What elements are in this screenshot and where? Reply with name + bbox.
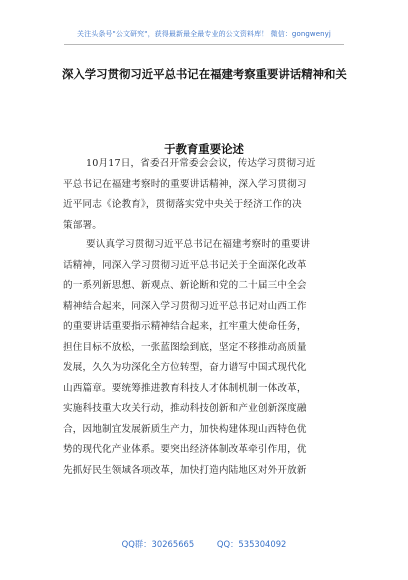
paragraph-2-line: 实施科技重大攻关行动，推动科技创新和产业创新深度融 — [63, 403, 307, 414]
footer-qq-group: QQ群：30265665 — [121, 539, 195, 549]
paragraph-2-line: 话精神，同深入学习贯彻习近平总书记关于全面深化改革 — [63, 259, 307, 271]
footer-contact — [0, 538, 408, 550]
paragraph-1 — [63, 154, 351, 236]
paragraph-1-line: 策部署。 — [63, 219, 102, 231]
paragraph-2-line: 势的现代化产业体系。要突出经济体制改革牵引作用，优 — [63, 444, 307, 455]
document-title-line-2: 于教育重要论述 — [164, 142, 244, 156]
paragraph-1-line: 10月17日，省委召开常委会会议，传达学习贯彻习近 — [86, 158, 316, 169]
header-divider — [64, 44, 344, 45]
paragraph-2-line: 的重要讲话重要指示精神结合起来，扛牢重大使命任务， — [63, 321, 307, 332]
paragraph-2-line: 要认真学习贯彻习近平总书记在福建考察时的重要讲 — [86, 239, 311, 250]
paragraph-2-line: 的一系列新思想、新观点、新论断和党的二十届三中全会 — [63, 280, 307, 291]
footer-qq: QQ：535304092 — [216, 539, 287, 549]
paragraph-1-line: 近平同志《论教育》，贯彻落实党中央关于经济工作的决 — [63, 199, 302, 210]
paragraph-2-line: 发展，久久为功深化全方位转型，奋力谱写中国式现代化 — [63, 362, 307, 373]
header-banner: 关注头条号"公文研究"，获得最新最全最专业的公文资料库！ 微信：gongwenyj — [77, 30, 331, 38]
paragraph-2-line: 先抓好民生领域各项改革，加快打造内陆地区对外开放新 — [63, 464, 307, 476]
paragraph-1-line: 平总书记在福建考察时的重要讲话精神，深入学习贯彻习 — [63, 178, 307, 190]
paragraph-2-line: 合，因地制宜发展新质生产力，加快构建体现山西特色优 — [63, 423, 307, 435]
paragraph-2-line: 山西篇章。要统筹推进教育科技人才体制机制一体改革， — [63, 382, 307, 394]
paragraph-2 — [63, 235, 351, 481]
paragraph-2-line: 精神结合起来，同深入学习贯彻习近平总书记对山西工作 — [63, 300, 307, 312]
paragraph-2-line: 担住目标不放松，一张蓝图绘到底，坚定不移推动高质量 — [63, 341, 307, 353]
document-title-line-1: 深入学习贯彻习近平总书记在福建考察重要讲话精神和关 — [62, 67, 347, 81]
